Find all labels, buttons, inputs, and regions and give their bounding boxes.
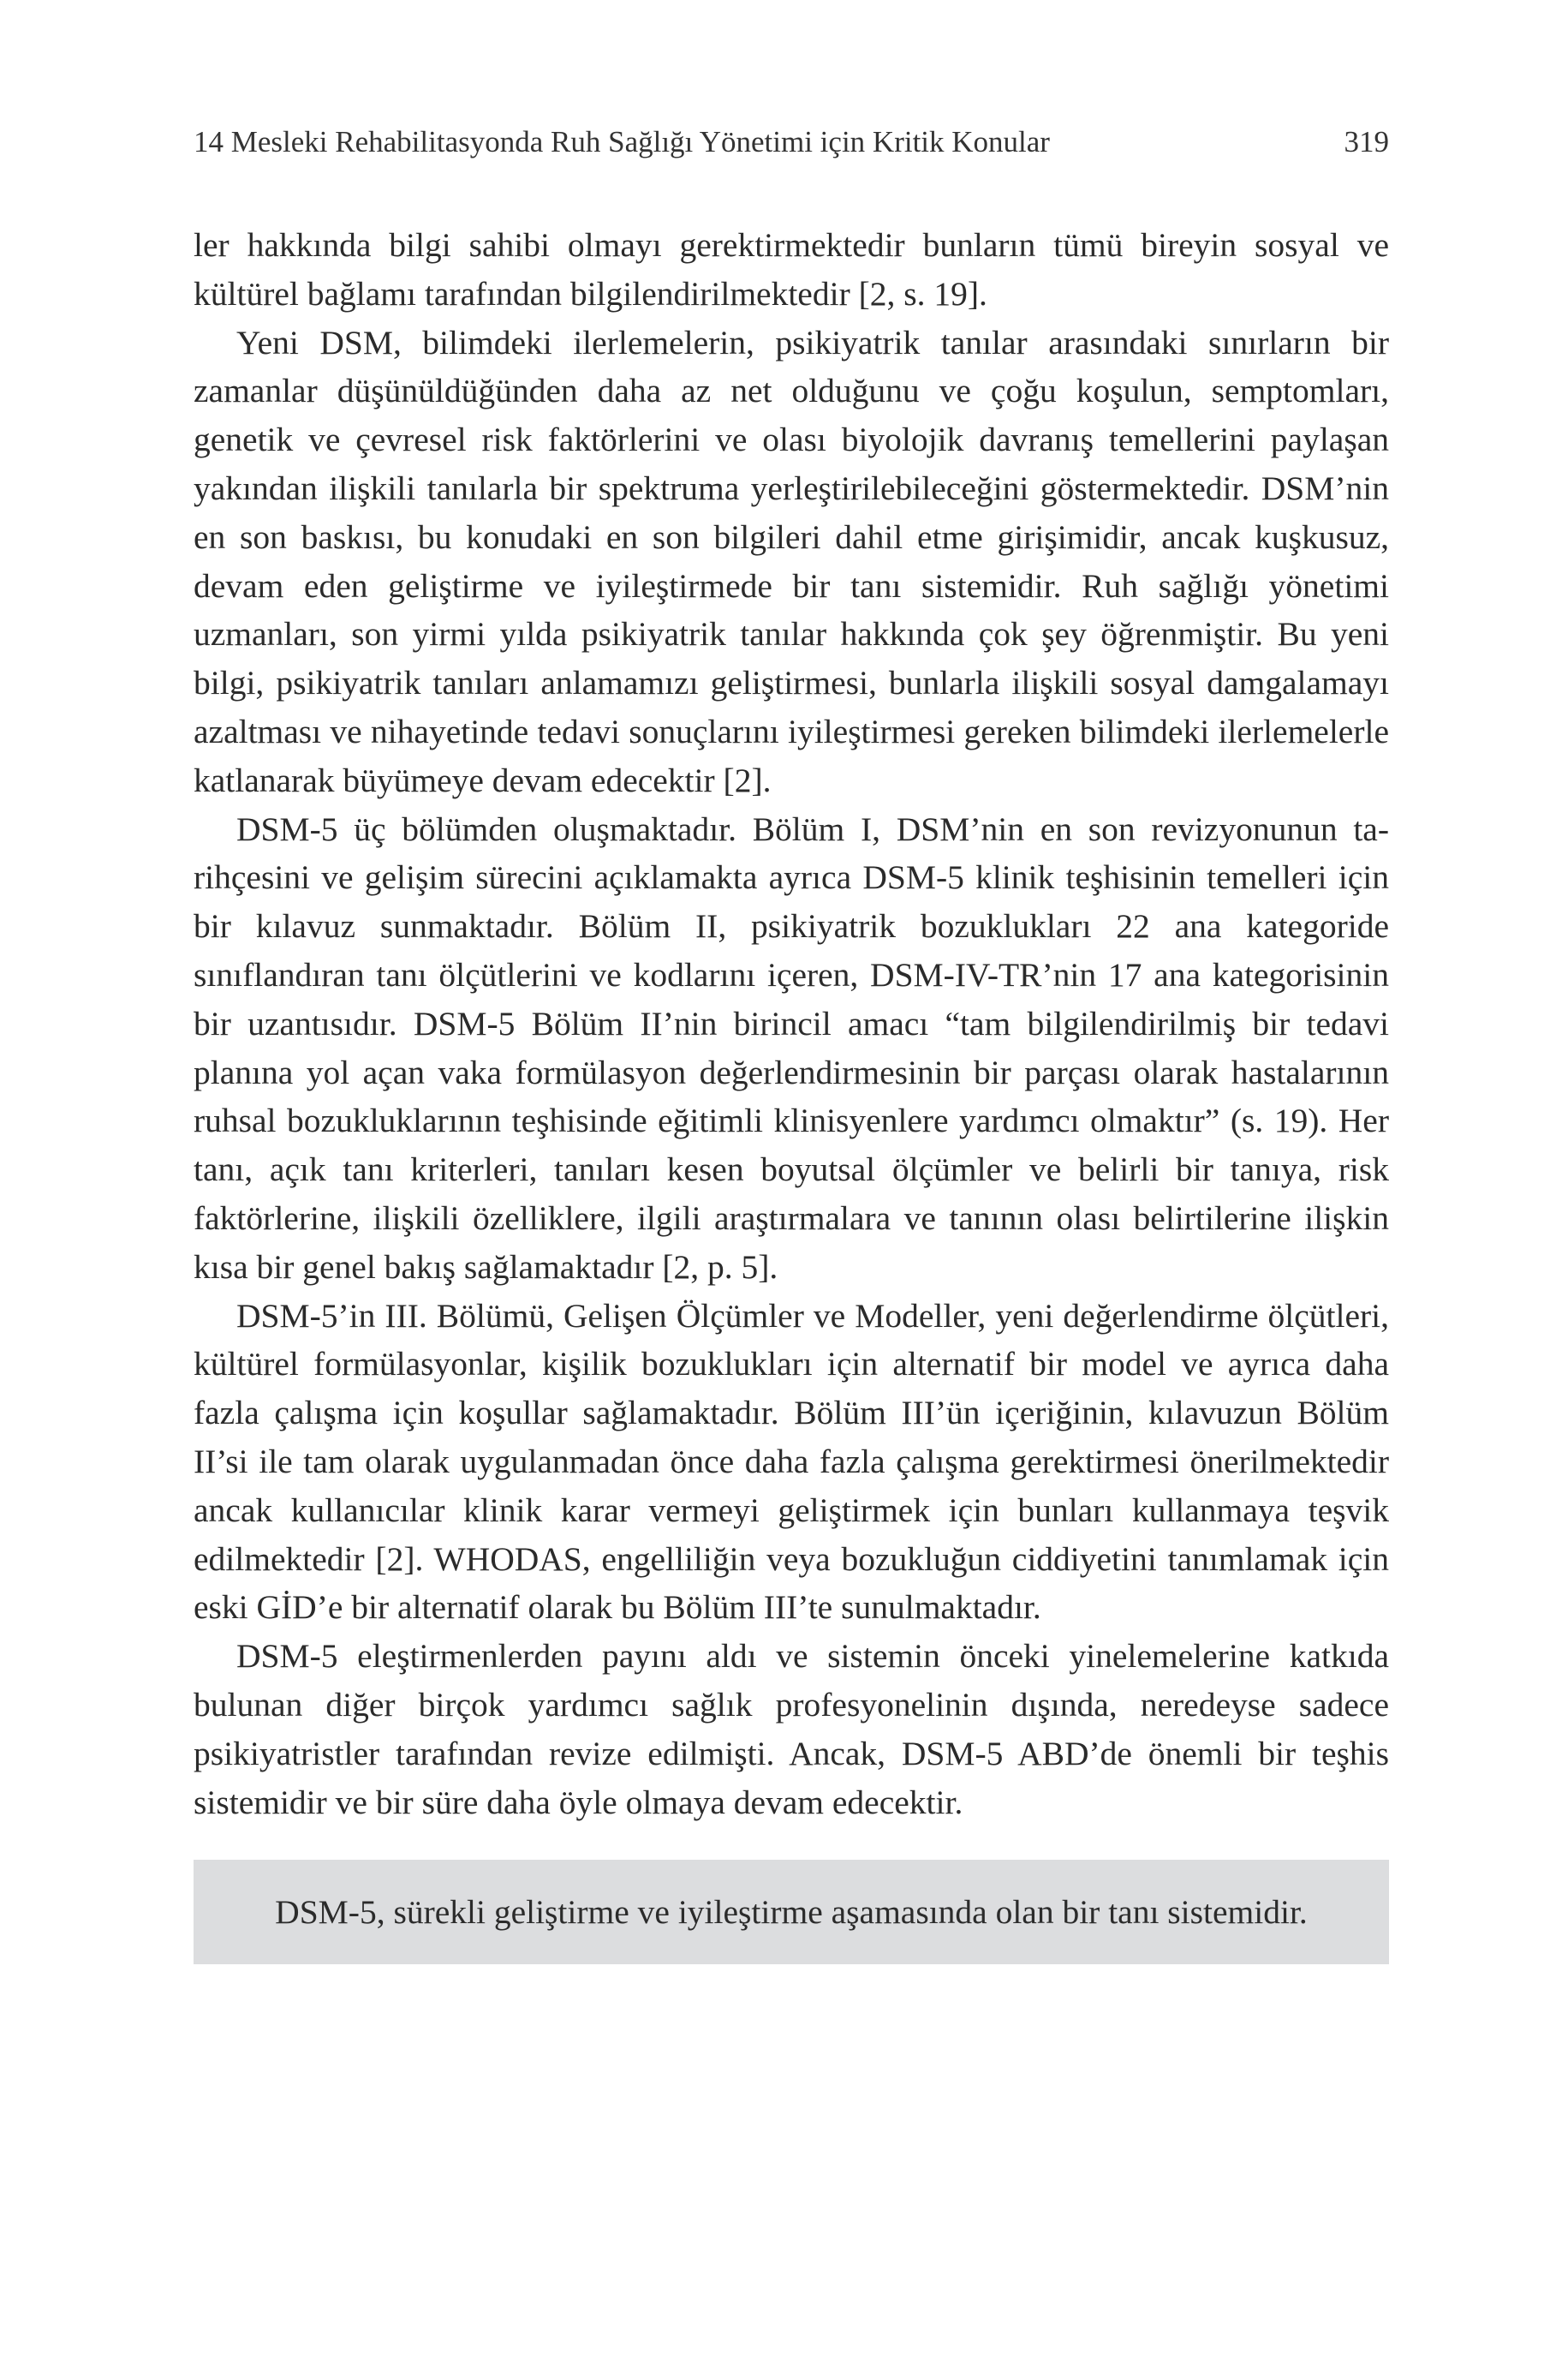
callout-text: DSM-5, sürekli geliştirme ve iyileştirme aşamasında olan bir tanı sistemidir. [275, 1893, 1308, 1931]
paragraph-new-dsm: Yeni DSM, bilimdeki ilerlemelerin, psikiyatrik tanılar arasındaki sınırların bir zamanlar düşünüldüğünden daha az net olduğunu ve çoğu koşulun, semptomları, genetik ve çevresel risk faktörlerini ve olası biyolojik davranış temellerini paylaşan yakından ilişkili tanılarla bir spektruma yerleştirilebileceğini göstermektedir. DSM’nin en son baskısı, bu konudaki en son bilgileri dahil etme girişimidir, ancak kuşkusuz, devam eden geliştirme ve iyileştirmede bir tanı sistemidir. Ruh sağlığı yönetimi uzmanları, son yirmi yılda psikiyatrik tanılar hakkında çok şey öğrenmiştir. Bu yeni bilgi, psikiyatrik tanıları anlamamızı geliştirmesi, bunlarla ilişkili sosyal damgalamayı azaltması ve nihayetinde tedavi sonuçlarını iyileştirmesi gereken bilimdeki ilerlemelerle katlanarak büyümeye devam edecektir [2]. [194, 323, 1389, 799]
callout-box [194, 1860, 1389, 1964]
paragraph-section-three: DSM-5’in III. Bölümü, Gelişen Ölçümler ve Modeller, yeni değerlendirme ölçütleri, kültürel formülasyonlar, kişilik bozuklukları için alternatif bir model ve ayrıca daha fazla çalışma için koşullar sağlamaktadır. Bölüm III’ün içeriğinin, kılavuzun Bölüm II’si ile tam olarak uygulanmadan önce daha fazla çalışma gerektirmesi önerilmektedir ancak kullanıcılar klinik karar vermeyi geliştirmek için bunları kullanmaya teşvik edilmektedir [2]. WHODAS, engelliliğin veya bozukluğun ciddiyetini tanımlamak için eski GİD’e bir alternatif olarak bu Bölüm III’te sunulmaktadır. [194, 1296, 1389, 1627]
page-number: 319 [1344, 125, 1389, 158]
paragraph-criticism: DSM-5 eleştirmenlerden payını aldı ve sistemin önceki yinelemelerine katkıda bulunan diğer birçok yardımcı sağlık profesyonelinin dışında, neredeyse sadece psikiyatristler tarafından revize edilmişti. Ancak, DSM-5 ABD’de önemli bir teşhis sistemidir ve bir süre daha öyle olmaya devam edecektir. [194, 1637, 1389, 1821]
body-text [194, 221, 1389, 1826]
paragraph-dsm5-sections: DSM-5 üç bölümden oluşmaktadır. Bölüm I, DSM’nin en son revizyonunun tarihçesini ve gelişim sürecini açıklamakta ayrıca DSM-5 klinik teşhisinin temelleri için bir kılavuz sunmaktadır. Bölüm II, psikiyatrik bozuklukları 22 ana kategoride sınıflandıran tanı ölçütlerini ve kodlarını içeren, DSM-IV-TR’nin 17 ana kategorisinin bir uzantısıdır. DSM-5 Bölüm II’nin birincil amacı “tam bilgilendirilmiş bir tedavi planına yol açan vaka formülasyon değerlendirmesinin bir parçası olarak hastalarının ruhsal bozukluklarının teşhisinde eğitimli klinisyenlere yardımcı olmaktır” (s. 19). Her tanı, açık tanı kriterleri, tanıları kesen boyutsal ölçümler ve belirli bir tanıya, risk faktörlerine, ilişkili özelliklere, ilgili araştırmalara ve tanının olası belirtilerine ilişkin kısa bir genel bakış sağlamaktadır [2, p. 5]. [194, 810, 1389, 1286]
running-header [194, 122, 1389, 163]
paragraph-continued: ler hakkında bilgi sahibi olmayı gerektirmektedir bunların tümü bireyin sosyal ve kültürel bağlamı tarafından bilgilendirilmektedir [2, s. 19]. [194, 226, 1389, 313]
running-title: 14 Mesleki Rehabilitasyonda Ruh Sağlığı Yönetimi için Kritik Konular [194, 125, 1050, 158]
